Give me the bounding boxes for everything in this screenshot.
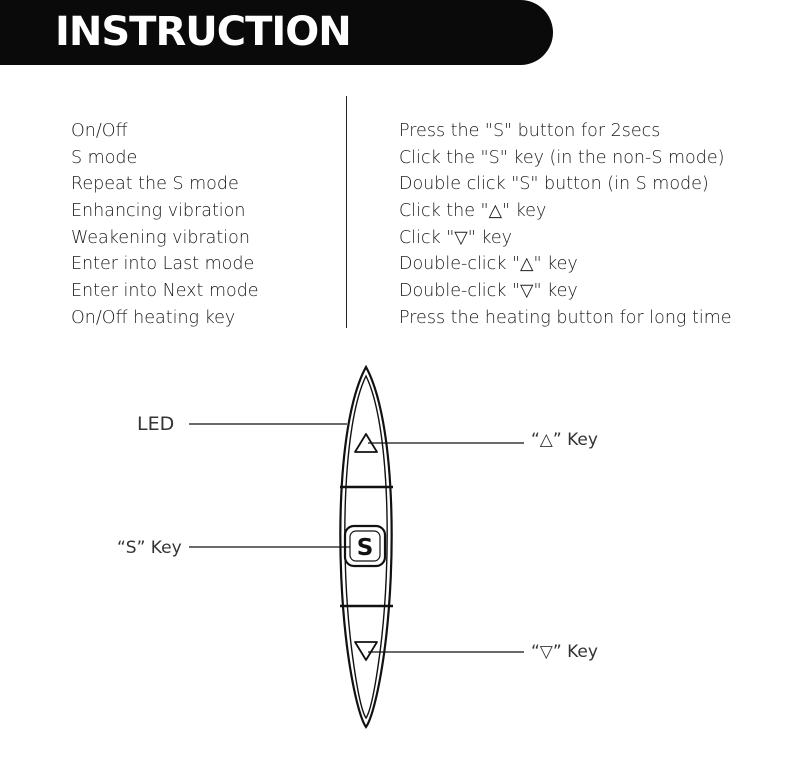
instruction-action: Enhancing vibration [71,201,246,222]
instruction-method: Press the heating button for long time [399,307,732,328]
s-key-label: “S” Key [117,538,182,558]
instruction-method: Click the "S" key (in the non-S mode) [399,147,725,168]
up-key-label: “△” Key [531,430,598,450]
instruction-action: Repeat the S mode [71,174,239,195]
instruction-action: S mode [71,147,138,168]
led-label: LED [137,413,175,435]
instruction-action: Weakening vibration [71,227,250,248]
instruction-action: On/Off [71,121,128,141]
instruction-action: Enter into Next mode [71,281,259,302]
page-title: INSTRUCTION [55,9,351,55]
instruction-method: Double-click "△" key [399,254,578,275]
s-key-glyph: S [356,535,374,561]
instruction-method: Click the "△" key [399,201,547,222]
instruction-method: Double-click "▽" key [399,281,578,302]
instruction-method: Click "▽" key [399,227,513,248]
instruction-action: On/Off heating key [71,307,236,328]
down-key-label: “▽” Key [531,642,598,662]
instruction-method: Double click "S" button (in S mode) [399,174,709,195]
instruction-action: Enter into Last mode [71,254,255,275]
instruction-method: Press the "S" button for 2secs [399,121,661,141]
